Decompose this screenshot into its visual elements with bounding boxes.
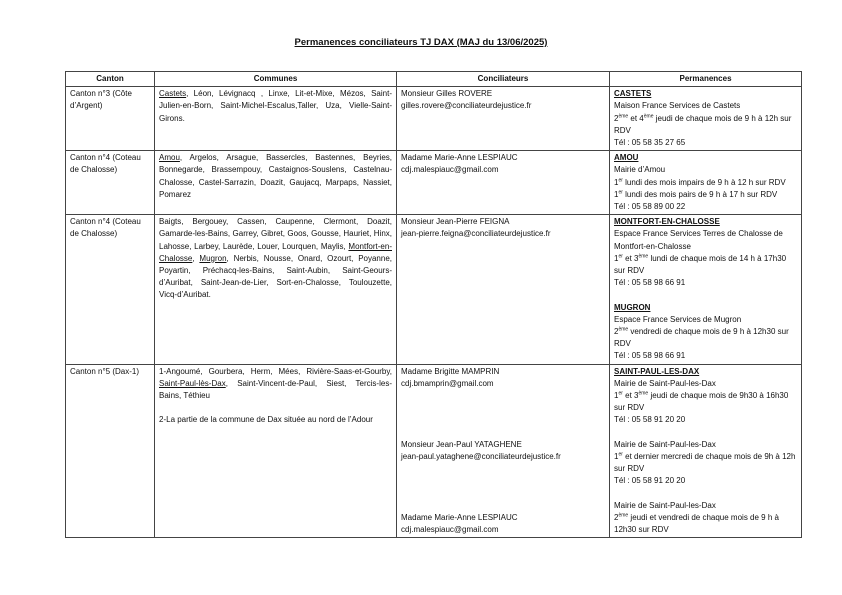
- permanence-schedule: 1er et 3ème jeudi de chaque mois de 9h30 à 16h30 sur RDV: [614, 390, 789, 413]
- canton-cell: Canton n°3 (Côte d’Argent): [66, 87, 155, 151]
- communes-cell: Amou, Argelos, Arsague, Bassercles, Bastennes, Beyries, Bonnegarde, Brassempouy, Castaignos-Souslens, Castelnau-Chalosse, Castel-Sarrazin, Doazit, Gaujacq, Marpaps, Nassiet, Pomarez: [155, 151, 397, 215]
- header-communes: Communes: [155, 72, 397, 87]
- communes-cell: 1-Angoumé, Gourbera, Herm, Mées, Rivière-Saas-et-Gourby, Saint-Paul-lès-Dax, Saint-Vincent-de-Paul, Siest, Tercis-les-Bains, Téthieu 2-La partie de la commune de Dax située au nord de l’Adour: [155, 364, 397, 538]
- conciliator-email: cdj.malespiauc@gmail.com: [401, 165, 499, 175]
- permanence-place: CASTETS: [614, 89, 652, 99]
- table-row: [66, 87, 802, 151]
- permanence-place: MONTFORT-EN-CHALOSSE: [614, 217, 720, 227]
- table-row: [66, 215, 802, 364]
- permanence-cell: SAINT-PAUL-LES-DAX Mairie de Saint-Paul-les-Dax 1er et 3ème jeudi de chaque mois de 9h30 à 16h30 sur RDV Tél : 05 58 91 20 20 Mairie de Saint-Paul-les-Dax 1er et dernier mercredi de chaque mois de 9h à 12h sur RDV Tél : 05 58 91 20 20 Mairie de Saint-Paul-les-Dax 2ème jeudi et vendredi de chaque mois de 9 h à 12h30 sur RDV: [610, 364, 802, 538]
- permanence-cell: AMOU Mairie d’Amou 1er lundi des mois impairs de 9 h à 12 h sur RDV 1er lundi des mois pairs de 9 h à 17 h sur RDV Tél : 05 58 89 00 22: [610, 151, 802, 215]
- communes-cell: Baigts, Bergouey, Cassen, Caupenne, Clermont, Doazit, Gamarde-les-Bains, Garrey, Gibret, Goos, Gousse, Hauriet, Hinx, Lahosse, Larbey, Laurède, Louer, Lourquen, Maylis, Montfort-en-Chalosse, Mugron, Nerbis, Nousse, Onard, Ozourt, Poyanne, Poyartin, Préchacq-les-Bains, Saint-Aubin, Saint-Geours-d’Auribat, Saint-Jean-de-Lier, Sort-en-Chalosse, Toulouzette, Vicq-d’Auribat.: [155, 215, 397, 364]
- conciliator-name: Monsieur Gilles ROVERE: [401, 89, 493, 99]
- conciliator-name: Monsieur Jean-Paul YATAGHENE: [401, 439, 522, 449]
- conciliator-email: cdj.bmamprin@gmail.com: [401, 378, 494, 388]
- permanence-schedule: 2ème et 4ème jeudi de chaque mois de 9 h à 12h sur RDV: [614, 112, 792, 135]
- header-canton: Canton: [66, 72, 155, 87]
- conciliator-email: jean-pierre.feigna@conciliateurdejustice.fr: [401, 229, 551, 239]
- permanence-cell: MONTFORT-EN-CHALOSSE Espace France Services Terres de Chalosse de Montfort-en-Chalosse 1er et 3ème lundi de chaque mois de 14 h à 17h30 sur RDV Tél : 05 58 98 66 91 MUGRON Espace France Services de Mugron 2ème vendredi de chaque mois de 9 h à 12h30 sur RDV Tél : 05 58 98 66 91: [610, 215, 802, 364]
- conciliator-cell: [397, 364, 610, 538]
- permanence-phone: Tél : 05 58 91 20 20: [614, 476, 686, 486]
- conciliator-cell: [397, 151, 610, 215]
- conciliator-email: gilles.rovere@conciliateurdejustice.fr: [401, 101, 532, 111]
- permanence-place: SAINT-PAUL-LES-DAX: [614, 366, 700, 376]
- permanence-schedule: 1er et 3ème lundi de chaque mois de 14 h à 17h30 sur RDV: [614, 253, 787, 276]
- conciliator-name: Madame Marie-Anne LESPIAUC: [401, 512, 518, 522]
- permanence-schedule: 1er et dernier mercredi de chaque mois de 9h à 12h sur RDV: [614, 451, 796, 474]
- permanence-phone: Tél : 05 58 91 20 20: [614, 415, 686, 425]
- permanence-schedule: 1er lundi des mois impairs de 9 h à 12 h sur RDV: [614, 176, 786, 187]
- conciliator-email: cdj.malespiauc@gmail.com: [401, 525, 499, 535]
- table-header-row: [66, 72, 802, 87]
- permanence-phone: Tél : 05 58 98 66 91: [614, 351, 686, 361]
- communes-cell: Castets, Léon, Lévignacq , Linxe, Lit-et-Mixe, Mézos, Saint-Julien-en-Born, Saint-Michel-Escalus,Taller, Uza, Vielle-Saint-Girons.: [155, 87, 397, 151]
- canton-cell: Canton n°4 (Coteau de Chalosse): [66, 215, 155, 364]
- permanence-schedule: 1er lundi des mois pairs de 9 h à 17 h sur RDV: [614, 189, 778, 199]
- conciliator-name: Madame Marie-Anne LESPIAUC: [401, 153, 518, 163]
- permanence-place: AMOU: [614, 153, 639, 163]
- conciliator-name: Monsieur Jean-Pierre FEIGNA: [401, 217, 510, 227]
- permanence-cell: CASTETS Maison France Services de Castets 2ème et 4ème jeudi de chaque mois de 9 h à 12h sur RDV Tél : 05 58 35 27 65: [610, 87, 802, 151]
- table-row: [66, 364, 802, 538]
- canton-cell: Canton n°5 (Dax-1): [66, 364, 155, 538]
- permanence-place: MUGRON: [614, 302, 651, 312]
- permanence-phone: Tél : 05 58 89 00 22: [614, 202, 686, 212]
- commune-link: Saint-Paul-lès-Dax: [159, 378, 226, 388]
- commune-link: Montfort-en-Chalosse: [159, 241, 392, 263]
- permanences-table: [65, 71, 802, 538]
- header-permanences: Permanences: [610, 72, 802, 87]
- commune-link: Amou: [159, 153, 180, 163]
- commune-link: Mugron: [199, 253, 227, 263]
- conciliator-email: jean-paul.yataghene@conciliateurdejustice.fr: [401, 452, 561, 462]
- header-conciliateurs: Conciliateurs: [397, 72, 610, 87]
- permanence-phone: Tél : 05 58 35 27 65: [614, 138, 686, 148]
- canton-cell: Canton n°4 (Coteau de Chalosse): [66, 151, 155, 215]
- permanence-schedule: 2ème jeudi et vendredi de chaque mois de 9 h à 12h30 sur RDV: [614, 512, 779, 535]
- permanence-schedule: 2ème vendredi de chaque mois de 9 h à 12h30 sur RDV: [614, 326, 789, 349]
- conciliator-name: Madame Brigitte MAMPRIN: [401, 366, 500, 376]
- commune-link: Castets: [159, 89, 187, 99]
- conciliator-cell: [397, 215, 610, 364]
- page-title: Permanences conciliateurs TJ DAX (MAJ du 13/06/2025): [294, 37, 548, 48]
- conciliator-cell: [397, 87, 610, 151]
- permanence-phone: Tél : 05 58 98 66 91: [614, 278, 686, 288]
- table-row: [66, 151, 802, 215]
